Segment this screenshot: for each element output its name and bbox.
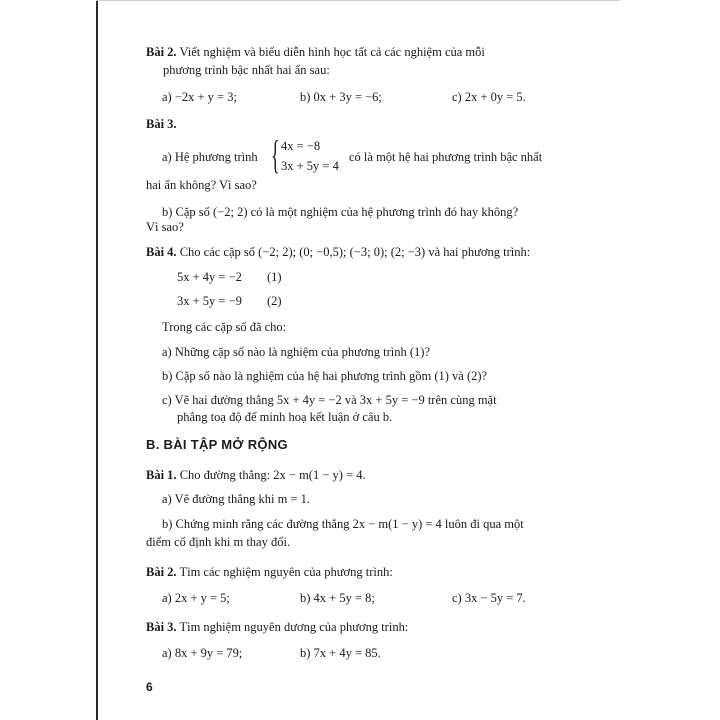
bai4-intro: Trong các cặp số đã cho: — [162, 320, 287, 334]
bai2-label: Bài 2. — [146, 45, 177, 59]
mr1-question-b-line1: b) Chứng minh rằng các đường thẳng 2x − m(1 − y) = 4 luôn đi qua một — [162, 517, 524, 531]
bai3-b-line2: Vì sao? — [146, 220, 184, 234]
mr3-text1: Tìm nghiệm nguyên dương của phương trình: — [179, 620, 409, 634]
mr3-line1 — [146, 620, 408, 635]
mr2-line1 — [146, 565, 393, 580]
bai2-option-b: b) 0x + 3y = −6; — [300, 90, 382, 104]
page-top-border — [96, 0, 620, 1]
bai4-line1 — [146, 245, 530, 260]
bai3-b-line1: b) Cặp số (−2; 2) có là một nghiệm của hệ phương trình đó hay không? — [162, 205, 519, 219]
bai2-option-c: c) 2x + 0y = 5. — [452, 90, 526, 104]
bai4-text1: Cho các cặp số (−2; 2); (0; −0,5); (−3; 0); (2; −3) và hai phương trình: — [179, 245, 531, 259]
bai4-eq2-number: (2) — [267, 294, 282, 308]
mr2-option-a: a) 2x + y = 5; — [162, 591, 230, 605]
bai3-system-eq1: 4x = −8 — [281, 139, 321, 153]
bai4-question-c-line1: c) Vẽ hai đường thẳng 5x + 4y = −2 và 3x + 5y = −9 trên cùng mặt — [162, 393, 497, 407]
mr3-option-a: a) 8x + 9y = 79; — [162, 646, 243, 660]
bai4-question-c-line2: phẳng toạ độ để minh hoạ kết luận ở câu b. — [177, 410, 393, 424]
page-number: 6 — [146, 680, 153, 694]
bai2-text1: Viết nghiệm và biểu diễn hình học tất cả các nghiệm của mỗi — [179, 45, 485, 59]
bai3-a-prefix: a) Hệ phương trình — [162, 150, 258, 164]
bai3-a-line2: hai ẩn không? Vì sao? — [146, 178, 257, 192]
mr3-option-b: b) 7x + 4y = 85. — [300, 646, 381, 660]
mr3-label: Bài 3. — [146, 620, 177, 634]
bai4-eq1: 5x + 4y = −2 — [177, 270, 242, 284]
bai2-text2: phương trình bậc nhất hai ẩn sau: — [163, 63, 330, 77]
mr1-question-a: a) Vẽ đường thẳng khi m = 1. — [162, 492, 310, 506]
bai2-option-a: a) −2x + y = 3; — [162, 90, 237, 104]
system-brace: { — [271, 132, 280, 177]
bai4-question-b: b) Cặp số nào là nghiệm của hệ hai phương trình gồm (1) và (2)? — [162, 369, 488, 383]
mr1-label: Bài 1. — [146, 468, 177, 482]
page-border — [96, 0, 98, 720]
bai3-system-eq2: 3x + 5y = 4 — [281, 159, 339, 173]
section-b-heading: B. BÀI TẬP MỞ RỘNG — [146, 437, 288, 452]
mr1-text1: Cho đường thẳng: 2x − m(1 − y) = 4. — [179, 468, 366, 482]
bai4-question-a: a) Những cặp số nào là nghiệm của phương trình (1)? — [162, 345, 430, 359]
bai2-line1 — [146, 45, 485, 60]
bai4-eq2: 3x + 5y = −9 — [177, 294, 242, 308]
page-gutter — [0, 0, 96, 720]
mr2-text1: Tìm các nghiệm nguyên của phương trình: — [179, 565, 393, 579]
bai3-a-suffix: có là một hệ hai phương trình bậc nhất — [349, 150, 543, 164]
bai3-label: Bài 3. — [146, 117, 177, 131]
bai4-eq1-number: (1) — [267, 270, 282, 284]
mr2-option-c: c) 3x − 5y = 7. — [452, 591, 526, 605]
mr2-option-b: b) 4x + 5y = 8; — [300, 591, 375, 605]
mr1-question-b-line2: điểm cố định khi m thay đổi. — [146, 535, 291, 549]
mr1-line1 — [146, 468, 366, 483]
mr2-label: Bài 2. — [146, 565, 177, 579]
bai4-label: Bài 4. — [146, 245, 177, 259]
